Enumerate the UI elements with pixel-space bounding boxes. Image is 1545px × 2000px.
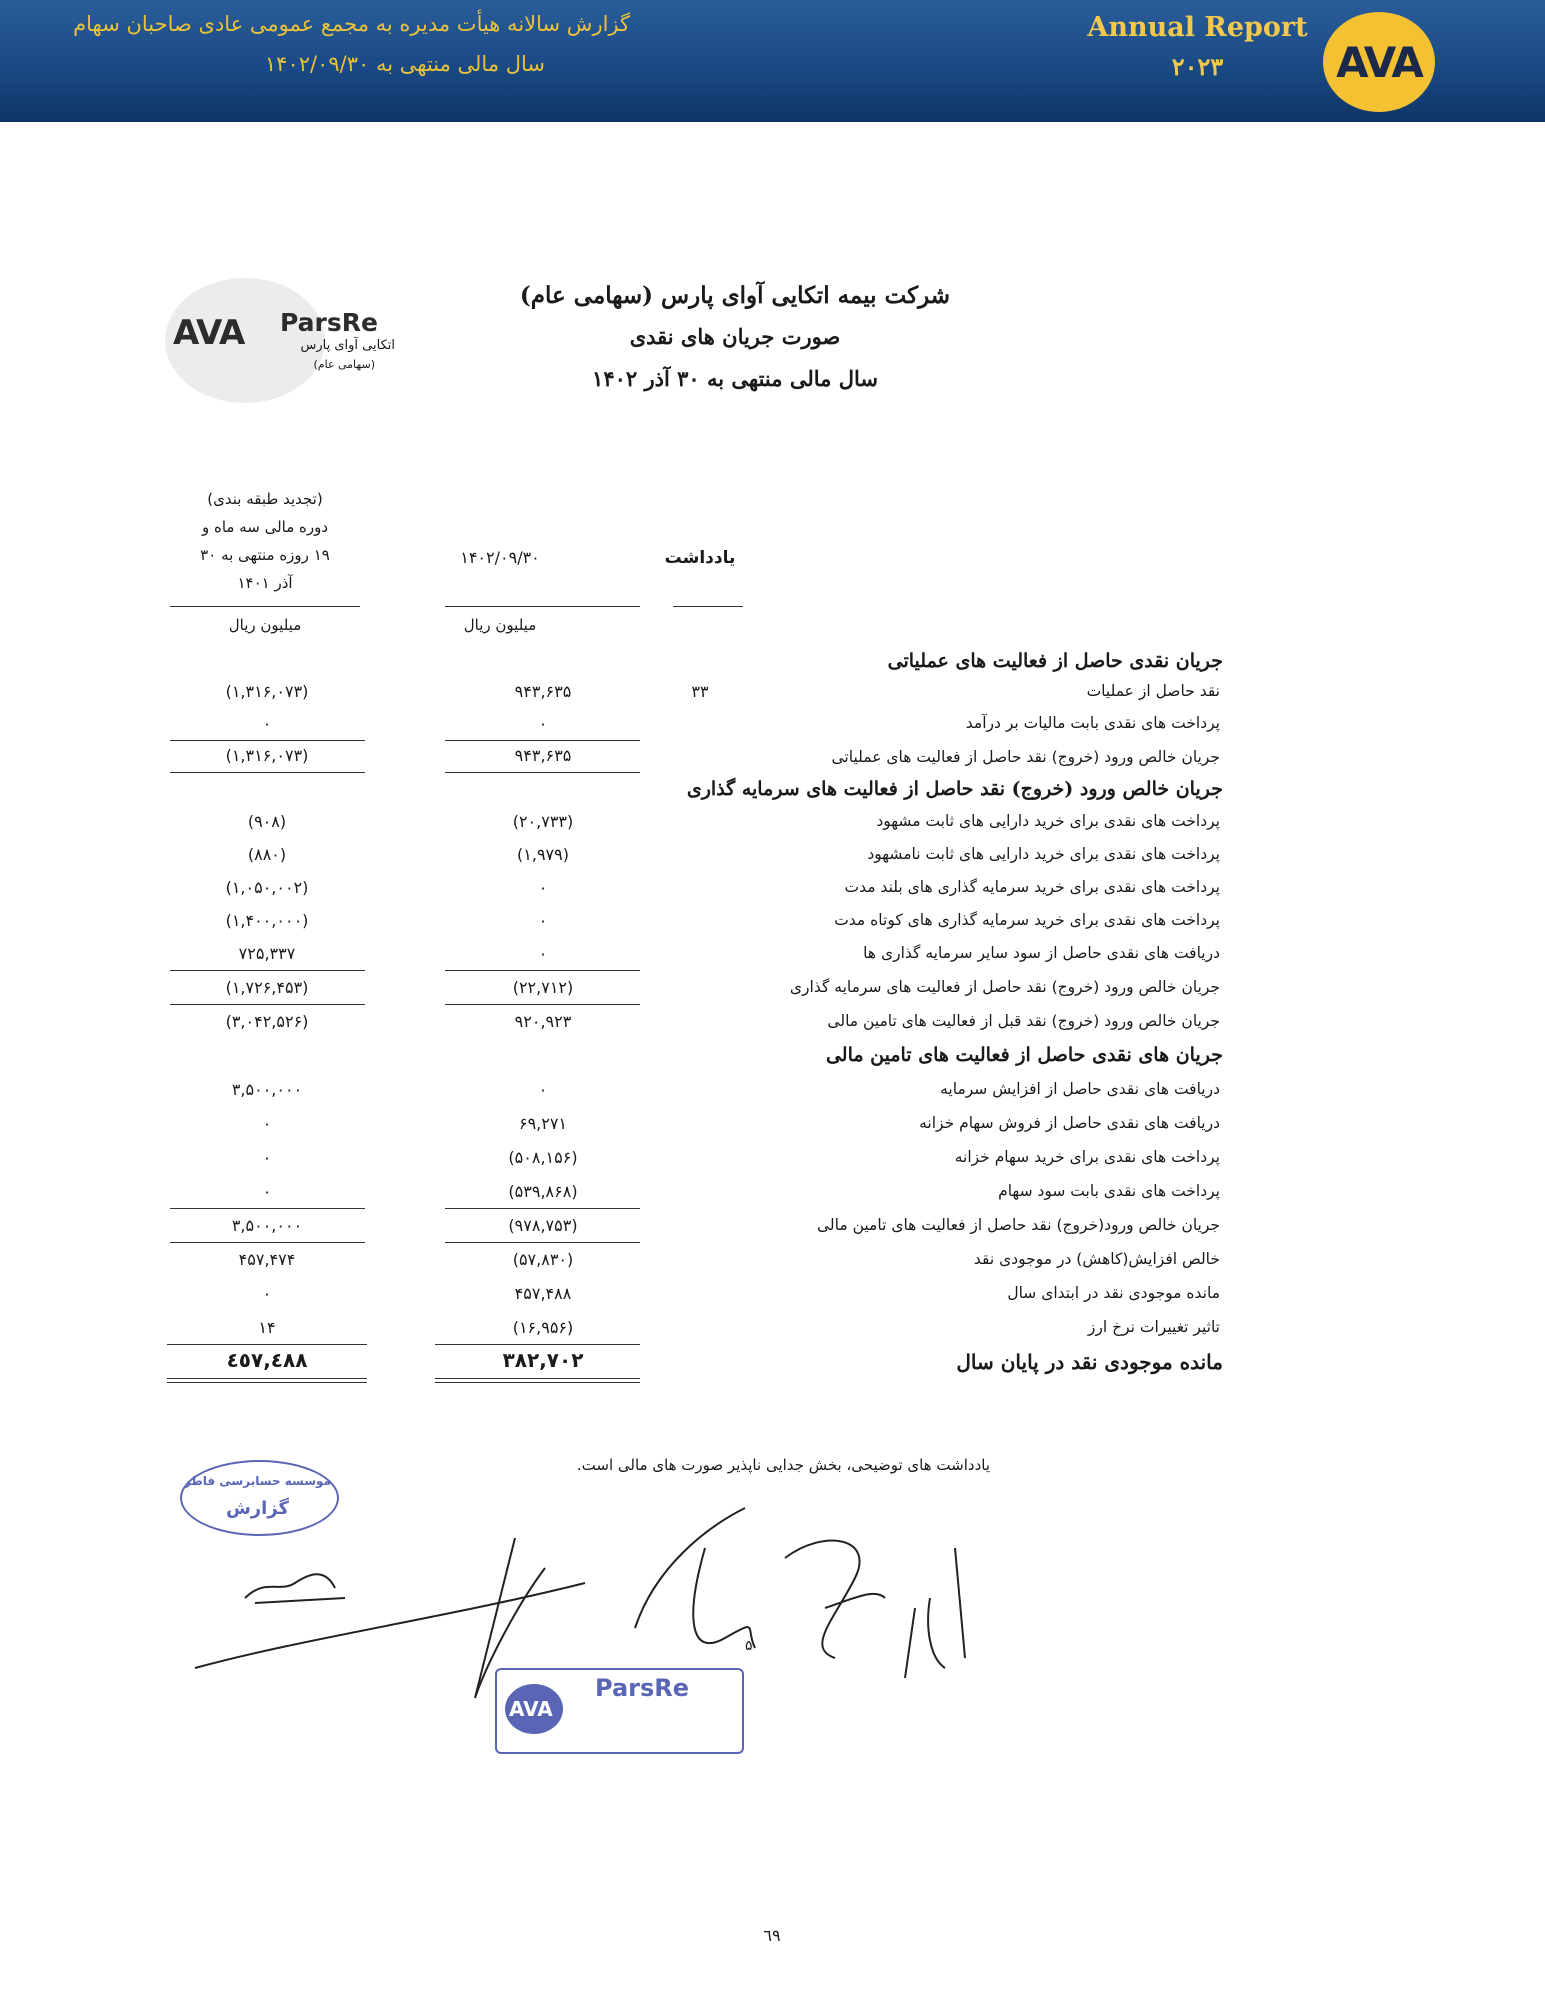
- row-label: پرداخت های نقدی برای خرید سرمایه گذاری های بلند مدت: [844, 878, 1220, 896]
- current-col-date: ۱۴۰۲/۰۹/۳۰: [460, 548, 540, 567]
- scanned-statement: [85, 148, 1455, 1808]
- statement-period: سال مالی منتهی به ۳۰ آذر ۱۴۰۲: [592, 366, 878, 391]
- row-prior: (۳,۰۴۲,۵۲۶): [225, 1012, 309, 1031]
- subtotal-rule: [445, 740, 640, 741]
- ava-mark: AVA: [173, 313, 245, 353]
- row-prior: ۰: [262, 1182, 272, 1201]
- subtotal-rule: [167, 1344, 367, 1345]
- annual-report-year: ۲۰۲۳: [1171, 52, 1224, 81]
- company-name: شرکت بیمه اتکایی آوای پارس (سهامی عام): [519, 282, 951, 309]
- row-current: ۹۲۰,۹۲۳: [514, 1012, 572, 1031]
- total-rule: [170, 772, 365, 773]
- grand-total-rule: [167, 1378, 367, 1383]
- company-stamp-brand: ParsRe: [595, 1674, 690, 1702]
- prior-col-l3: ۱۹ روزه منتهی به ۳۰: [200, 546, 330, 564]
- stray-mark: ۵: [745, 1638, 753, 1654]
- subtotal-rule: [445, 1004, 640, 1005]
- section-investing: جریان خالص ورود (خروج) نقد حاصل از فعالیت های سرمایه گذاری: [686, 778, 1223, 800]
- row-label: پرداخت های نقدی بابت مالیات بر درآمد: [965, 714, 1220, 732]
- row-prior: (۱,۴۰۰,۰۰۰): [225, 911, 309, 930]
- annual-report-title: Annual Report: [1087, 12, 1308, 43]
- row-current: ۰: [538, 714, 548, 733]
- row-current: (۲۲,۷۱۲): [512, 978, 574, 997]
- parsre-sub: (سهامی عام): [313, 358, 375, 371]
- parsre-brand: ParsRe: [280, 308, 378, 337]
- section-operating: جریان نقدی حاصل از فعالیت های عملیاتی: [887, 650, 1223, 672]
- section-ending: مانده موجودی نقد در پایان سال: [956, 1350, 1223, 1374]
- prior-col-l1: (تجدید طبقه بندی): [207, 490, 323, 508]
- row-label: پرداخت های نقدی برای خرید سهام خزانه: [954, 1148, 1220, 1166]
- row-label: جریان خالص ورود (خروج) نقد قبل از فعالیت های تامین مالی: [827, 1012, 1220, 1030]
- subtotal-rule: [170, 1004, 365, 1005]
- note-col-header: یادداشت: [664, 548, 736, 568]
- row-label: پرداخت های نقدی بابت سود سهام: [998, 1182, 1220, 1200]
- row-prior: ۳,۵۰۰,۰۰۰: [231, 1080, 303, 1099]
- row-label: تاثیر تغییرات نرخ ارز: [1087, 1318, 1220, 1336]
- row-current: ۰: [538, 911, 548, 930]
- grand-total-rule: [435, 1378, 640, 1383]
- row-current: (۱,۹۷۹): [517, 845, 569, 864]
- total-rule: [445, 772, 640, 773]
- row-label: جریان خالص ورود (خروج) نقد حاصل از فعالیت های سرمایه گذاری: [789, 978, 1220, 996]
- row-label: دریافت های نقدی حاصل از افزایش سرمایه: [940, 1080, 1220, 1098]
- prior-col-rule: [170, 606, 360, 607]
- row-current: ۰: [538, 944, 548, 963]
- row-prior: ۰: [262, 1284, 272, 1303]
- row-label: نقد حاصل از عملیات: [1086, 682, 1220, 700]
- row-current: ۴۵۷,۴۸۸: [514, 1284, 572, 1303]
- subtotal-rule: [435, 1344, 640, 1345]
- subtotal-rule: [170, 1242, 365, 1243]
- row-current: (۵۳۹,۸۶۸): [508, 1182, 578, 1201]
- row-prior: (۹۰۸): [247, 812, 287, 831]
- row-current: ۹۴۳,۶۳۵: [514, 682, 572, 701]
- row-prior: ۰: [262, 1114, 272, 1133]
- auditor-stamp-line1: موسسه حسابرسی فاطر: [183, 1474, 331, 1488]
- row-label: پرداخت های نقدی برای خرید دارایی های ثابت نامشهود: [867, 845, 1220, 863]
- row-current: (۵۷,۸۳۰): [512, 1250, 574, 1269]
- subtotal-rule: [170, 740, 365, 741]
- current-col-rule: [445, 606, 640, 607]
- prior-col-unit: میلیون ریال: [228, 616, 302, 634]
- report-title: گزارش سالانه هیأت مدیره به مجمع عمومی عادی صاحبان سهام: [73, 12, 630, 36]
- row-label: پرداخت های نقدی برای خرید دارایی های ثابت مشهود: [876, 812, 1220, 830]
- row-label: جریان خالص ورود (خروج) نقد حاصل از فعالیت های عملیاتی: [831, 748, 1220, 766]
- footnote: یادداشت های توضیحی، بخش جدایی ناپذیر صورت های مالی است.: [576, 1456, 990, 1474]
- row-prior: (۱,۳۱۶,۰۷۳): [225, 746, 309, 765]
- row-prior: ۴۵۷,۴۷۴: [238, 1250, 296, 1269]
- row-current: ۶۹,۲۷۱: [518, 1114, 568, 1133]
- row-current: (۱۶,۹۵۶): [512, 1318, 574, 1337]
- current-col-unit: میلیون ریال: [463, 616, 537, 634]
- row-prior: (۱,۳۱۶,۰۷۳): [225, 682, 309, 701]
- subtotal-rule: [445, 1242, 640, 1243]
- ending-current: ۳۸۲,۷۰۲: [502, 1348, 584, 1372]
- statement-title: صورت جریان های نقدی: [629, 324, 841, 349]
- ava-logo: AVA: [1323, 12, 1435, 112]
- note-col-rule: [673, 606, 743, 607]
- row-prior: ۰: [262, 1148, 272, 1167]
- row-note: ۳۳: [691, 682, 709, 701]
- row-current: (۵۰۸,۱۵۶): [508, 1148, 578, 1167]
- ending-prior: ٤٥٧,٤٨٨: [226, 1348, 308, 1372]
- row-current: (۹۷۸,۷۵۳): [508, 1216, 578, 1235]
- row-label: خالص افزایش(کاهش) در موجودی نقد: [973, 1250, 1220, 1268]
- row-prior: (۱,۷۲۶,۴۵۳): [225, 978, 309, 997]
- report-period: سال مالی منتهی به ۱۴۰۲/۰۹/۳۰: [264, 52, 545, 76]
- row-prior: ۱۴: [258, 1318, 276, 1337]
- row-current: ۹۴۳,۶۳۵: [514, 746, 572, 765]
- row-prior: ۷۲۵,۳۳۷: [238, 944, 296, 963]
- subtotal-rule: [445, 970, 640, 971]
- subtotal-rule: [445, 1208, 640, 1209]
- row-label: پرداخت های نقدی برای خرید سرمایه گذاری های کوتاه مدت: [834, 911, 1220, 929]
- section-financing: جریان های نقدی حاصل از فعالیت های تامین مالی: [825, 1044, 1223, 1066]
- row-label: مانده موجودی نقد در ابتدای سال: [1007, 1284, 1220, 1302]
- parsre-name: اتکایی آوای پارس: [300, 338, 395, 353]
- company-stamp-mark: AVA: [509, 1697, 553, 1721]
- row-prior: (۸۸۰): [247, 845, 287, 864]
- report-header-banner: [0, 0, 1545, 122]
- subtotal-rule: [170, 970, 365, 971]
- row-prior: ۳,۵۰۰,۰۰۰: [231, 1216, 303, 1235]
- row-current: ۰: [538, 878, 548, 897]
- auditor-stamp-line2: گزارش: [225, 1498, 290, 1519]
- subtotal-rule: [170, 1208, 365, 1209]
- prior-col-l2: دوره مالی سه ماه و: [201, 518, 329, 536]
- row-label: دریافت های نقدی حاصل از سود سایر سرمایه گذاری ها: [863, 944, 1220, 962]
- row-label: دریافت های نقدی حاصل از فروش سهام خزانه: [919, 1114, 1220, 1132]
- row-current: ۰: [538, 1080, 548, 1099]
- row-prior: (۱,۰۵۰,۰۰۲): [225, 878, 309, 897]
- prior-col-l4: آذر ۱۴۰۱: [237, 574, 293, 592]
- row-current: (۲۰,۷۳۳): [512, 812, 574, 831]
- row-label: جریان خالص ورود(خروج) نقد حاصل از فعالیت های تامین مالی: [816, 1216, 1220, 1234]
- row-prior: ۰: [262, 714, 272, 733]
- page-number: ٦٩: [763, 1926, 781, 1945]
